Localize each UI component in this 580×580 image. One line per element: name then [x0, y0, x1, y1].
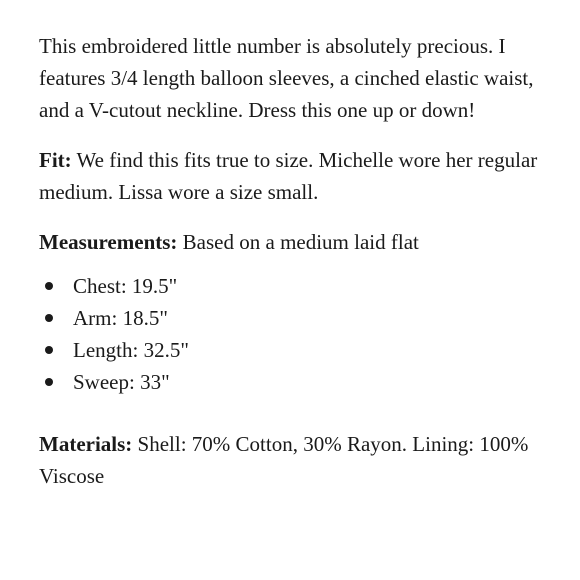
product-description: [39, 30, 544, 492]
bullet-icon: [45, 346, 53, 354]
measurement-chest: Chest: 19.5": [73, 274, 178, 298]
measurements-text: Based on a medium laid flat: [177, 230, 419, 254]
list-item: [39, 366, 544, 398]
measurements-list: [39, 270, 544, 398]
measurement-length: Length: 32.5": [73, 338, 189, 362]
bullet-icon: [45, 378, 53, 386]
materials-paragraph: [39, 428, 544, 492]
measurement-arm: Arm: 18.5": [73, 306, 168, 330]
fit-label: Fit:: [39, 148, 72, 172]
list-item: [39, 270, 544, 302]
list-item: [39, 334, 544, 366]
materials-text: Shell: 70% Cotton, 30% Rayon. Lining: 100% Viscose: [39, 432, 529, 488]
fit-text: We find this fits true to size. Michelle wore her regular medium. Lissa wore a size small.: [39, 148, 538, 204]
bullet-icon: [45, 314, 53, 322]
materials-label: Materials:: [39, 432, 133, 456]
description-intro: This embroidered little number is absolutely precious. I features 3/4 length balloon sleeves, a cinched elastic waist, and a V-cutout neckline. Dress this one up or down!: [39, 34, 534, 122]
fit-paragraph: [39, 144, 544, 208]
list-item: [39, 302, 544, 334]
measurements-label: Measurements:: [39, 230, 178, 254]
measurement-sweep: Sweep: 33": [73, 370, 170, 394]
measurements-paragraph: [39, 226, 544, 258]
bullet-icon: [45, 282, 53, 290]
